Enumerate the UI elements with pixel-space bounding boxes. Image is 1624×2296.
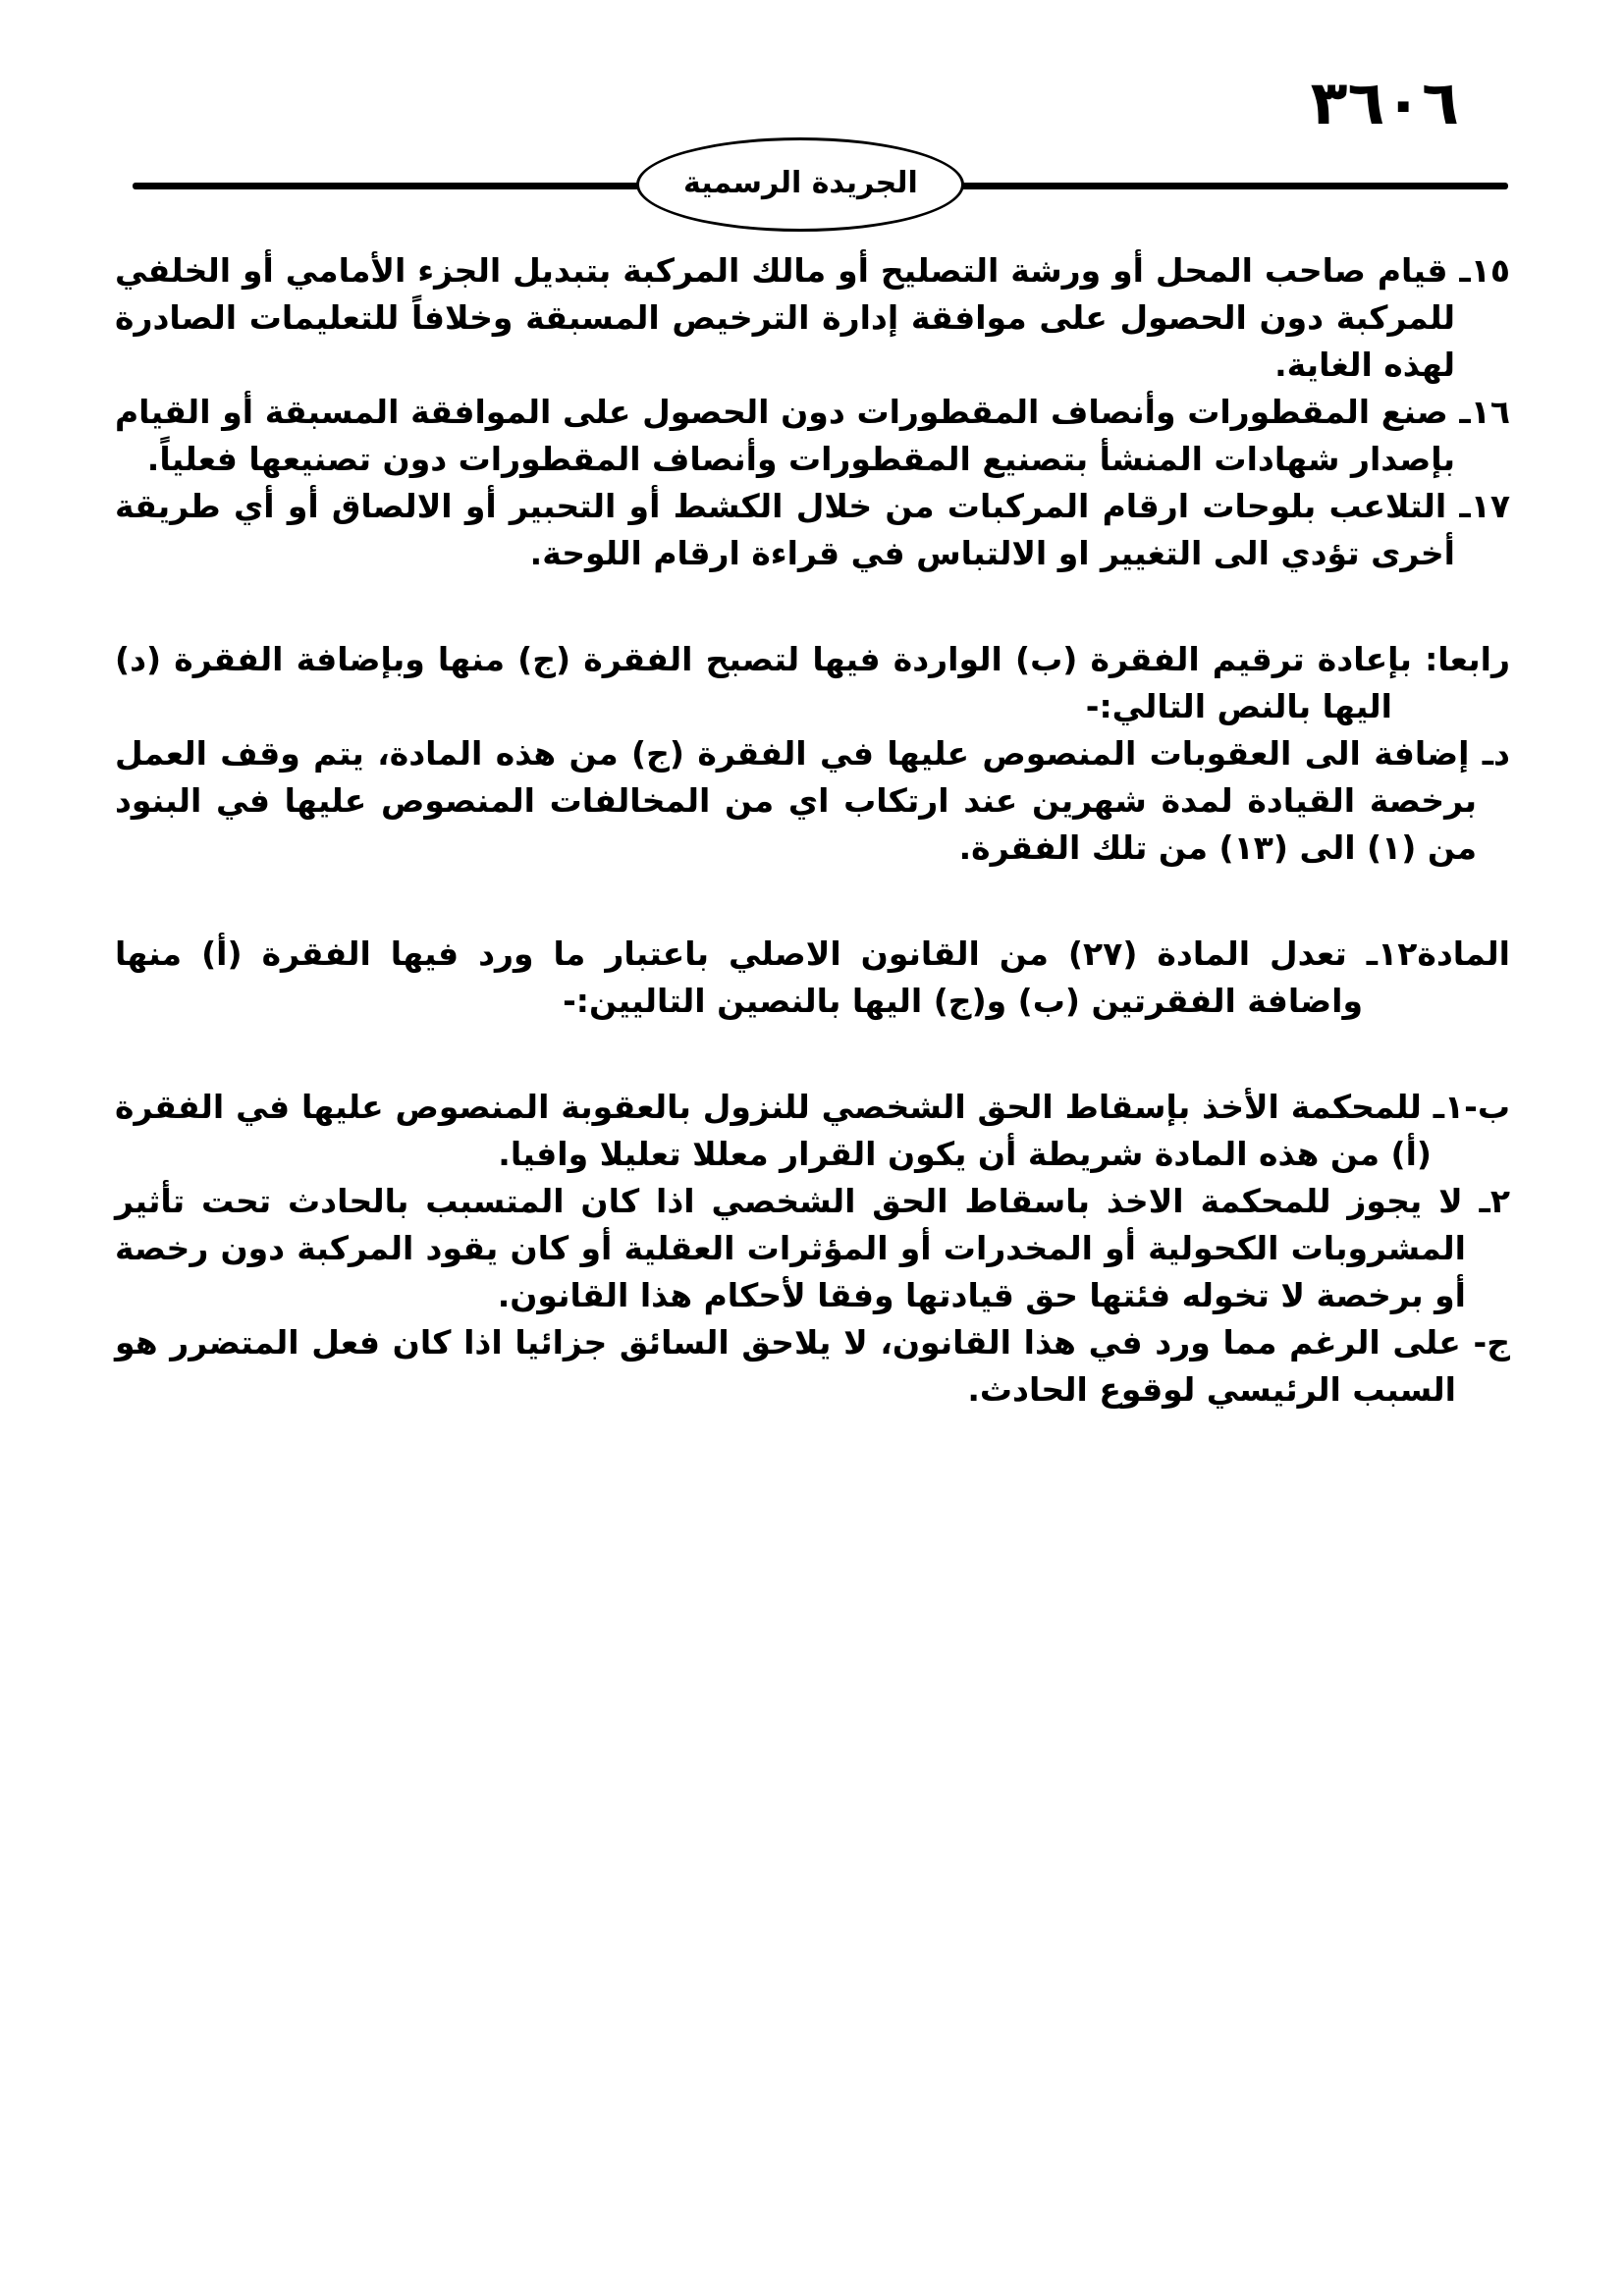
document-body — [115, 247, 1510, 1414]
clause-d: دـ إضافة الى العقوبات المنصوص عليها في الفقرة (ج) من هذه المادة، يتم وقف العمل برخصة القيادة لمدة شهرين عند ارتكاب اي من المخالفات المنصوص عليها في البنود من (١) الى (١٣) من تلك الفقرة. — [115, 734, 1510, 867]
gazette-banner-title: الجريدة الرسمية — [683, 165, 918, 200]
gazette-banner-ellipse — [636, 137, 964, 232]
header-band — [0, 137, 1624, 232]
clause-17: ١٧ـ التلاعب بلوحات ارقام المركبات من خلال الكشط أو التحبير أو الالصاق أو أي طريقة أخرى تؤدي الى التغيير او الالتباس في قراءة ارقام اللوحة. — [115, 487, 1510, 572]
section-fourth: رابعا: بإعادة ترقيم الفقرة (ب) الواردة فيها لتصبح الفقرة (ج) منها وبإضافة الفقرة (د) اليها بالنص التالي:- — [115, 640, 1510, 725]
clause-b-1: ب-١ـ للمحكمة الأخذ بإسقاط الحق الشخصي للنزول بالعقوبة المنصوص عليها في الفقرة (أ) من هذه المادة شريطة أن يكون القرار معللا تعليلا وافيا. — [115, 1088, 1510, 1173]
clause-16: ١٦ـ صنع المقطورات وأنصاف المقطورات دون الحصول على الموافقة المسبقة أو القيام بإصدار شهادات المنشأ بتصنيع المقطورات وأنصاف المقطورات دون تصنيعها فعلياً. — [115, 393, 1510, 478]
clause-b-2: ٢ـ لا يجوز للمحكمة الاخذ باسقاط الحق الشخصي اذا كان المتسبب بالحادث تحت تأثير المشروبات الكحولية أو المخدرات أو المؤثرات العقلية أو كان يقود المركبة دون رخصة أو برخصة لا تخوله فئتها حق قيادتها وفقا لأحكام هذا القانون. — [115, 1182, 1510, 1314]
clause-15: ١٥ـ قيام صاحب المحل أو ورشة التصليح أو مالك المركبة بتبديل الجزء الأمامي أو الخلفي للمركبة دون الحصول على موافقة إدارة الترخيص المسبقة وخلافاً للتعليمات الصادرة لهذه الغاية. — [115, 251, 1510, 384]
article-12: المادة١٢ـ تعدل المادة (٢٧) من القانون الاصلي باعتبار ما ورد فيها الفقرة (أ) منها واضافة الفقرتين (ب) و(ج) اليها بالنصين التاليين:- — [115, 934, 1510, 1020]
page-number: ٣٦٠٦ — [1310, 67, 1459, 138]
clause-j: ج- على الرغم مما ورد في هذا القانون، لا يلاحق السائق جزائيا اذا كان فعل المتضرر هو السبب الرئيسي لوقوع الحادث. — [115, 1323, 1510, 1409]
